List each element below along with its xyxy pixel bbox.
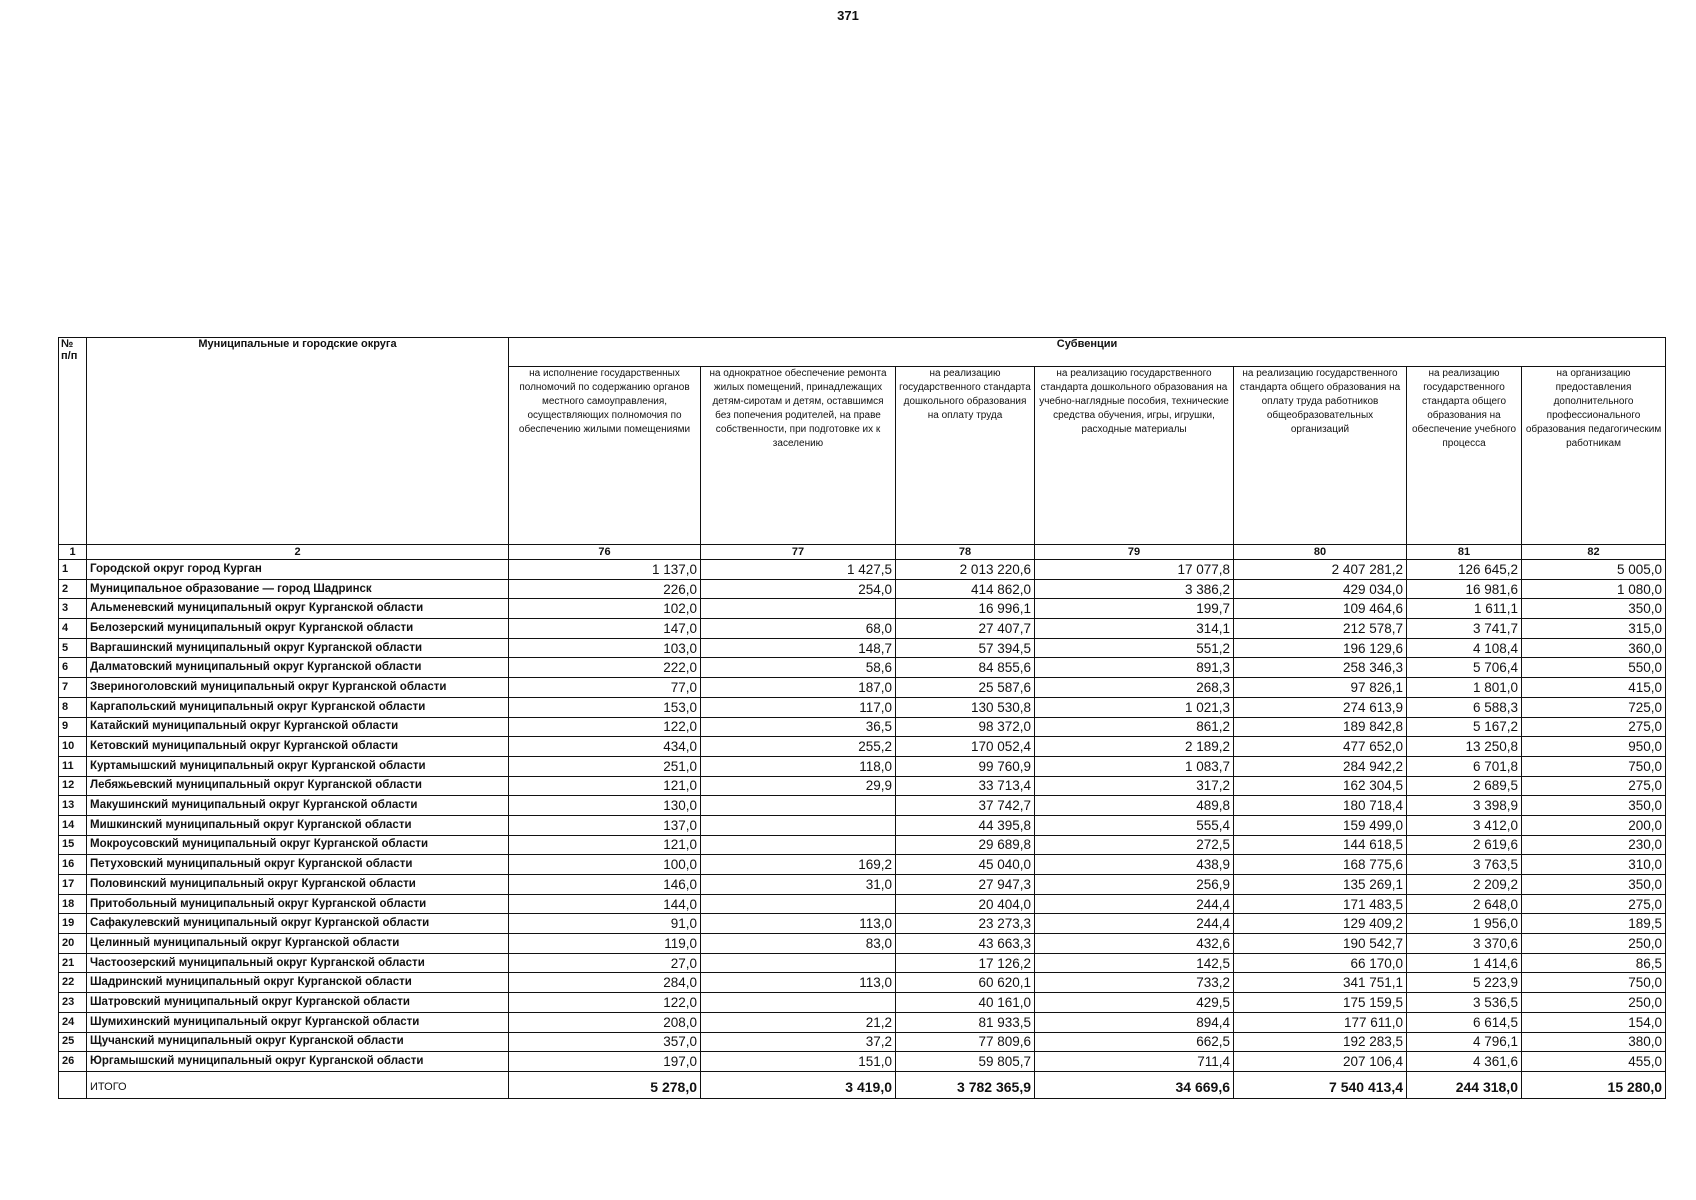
value-cell-82: 5 005,0 <box>1522 560 1666 580</box>
row-number: 16 <box>59 855 87 875</box>
value-cell-76: 434,0 <box>509 737 701 757</box>
value-cell-76: 357,0 <box>509 1032 701 1052</box>
value-cell-78: 40 161,0 <box>896 993 1035 1013</box>
district-name: Белозерский муниципальный округ Курганской области <box>87 619 509 639</box>
row-number: 17 <box>59 875 87 895</box>
value-cell-80: 159 499,0 <box>1234 815 1407 835</box>
value-cell-82: 725,0 <box>1522 697 1666 717</box>
value-cell-82: 315,0 <box>1522 619 1666 639</box>
value-cell-80: 192 283,5 <box>1234 1032 1407 1052</box>
row-number: 12 <box>59 776 87 796</box>
value-cell-77 <box>701 894 896 914</box>
row-number: 8 <box>59 697 87 717</box>
value-cell-79: 894,4 <box>1035 1012 1234 1032</box>
value-cell-81: 1 414,6 <box>1407 953 1522 973</box>
row-number: 1 <box>59 560 87 580</box>
value-cell-76: 153,0 <box>509 697 701 717</box>
value-cell-79: 432,6 <box>1035 934 1234 954</box>
district-name: Частоозерский муниципальный округ Курганской области <box>87 953 509 973</box>
table-row <box>59 973 1666 993</box>
table-row <box>59 914 1666 934</box>
total-value-81: 244 318,0 <box>1407 1071 1522 1098</box>
value-cell-76: 121,0 <box>509 835 701 855</box>
table-row <box>59 619 1666 639</box>
row-number: 4 <box>59 619 87 639</box>
value-cell-76: 77,0 <box>509 678 701 698</box>
value-cell-80: 189 842,8 <box>1234 717 1407 737</box>
column-header-82: на организацию предоставления дополнительного профессионального образования педагогическим работникам <box>1522 367 1666 545</box>
value-cell-78: 130 530,8 <box>896 697 1035 717</box>
value-cell-80: 341 751,1 <box>1234 973 1407 993</box>
column-header-78: на реализацию государственного стандарта дошкольного образования на оплату труда <box>896 367 1035 545</box>
value-cell-81: 3 370,6 <box>1407 934 1522 954</box>
district-name: Шумихинский муниципальный округ Курганской области <box>87 1012 509 1032</box>
row-number: 23 <box>59 993 87 1013</box>
column-number: 79 <box>1035 545 1234 560</box>
column-header-81: на реализацию государственного стандарта общего образования на обеспечение учебного процесса <box>1407 367 1522 545</box>
table-row <box>59 1012 1666 1032</box>
district-name: Городской округ город Курган <box>87 560 509 580</box>
column-number: 2 <box>87 545 509 560</box>
value-cell-77 <box>701 953 896 973</box>
column-number: 76 <box>509 545 701 560</box>
value-cell-77: 113,0 <box>701 973 896 993</box>
value-cell-78: 59 805,7 <box>896 1052 1035 1072</box>
column-number-row <box>59 545 1666 560</box>
value-cell-80: 135 269,1 <box>1234 875 1407 895</box>
value-cell-76: 137,0 <box>509 815 701 835</box>
district-name: Шатровский муниципальный округ Курганской области <box>87 993 509 1013</box>
value-cell-81: 5 223,9 <box>1407 973 1522 993</box>
total-value-78: 3 782 365,9 <box>896 1071 1035 1098</box>
value-cell-76: 144,0 <box>509 894 701 914</box>
value-cell-78: 2 013 220,6 <box>896 560 1035 580</box>
value-cell-80: 129 409,2 <box>1234 914 1407 934</box>
value-cell-80: 109 464,6 <box>1234 599 1407 619</box>
value-cell-76: 91,0 <box>509 914 701 934</box>
value-cell-77 <box>701 599 896 619</box>
value-cell-81: 1 801,0 <box>1407 678 1522 698</box>
value-cell-81: 1 611,1 <box>1407 599 1522 619</box>
value-cell-78: 43 663,3 <box>896 934 1035 954</box>
value-cell-80: 177 611,0 <box>1234 1012 1407 1032</box>
value-cell-82: 750,0 <box>1522 756 1666 776</box>
value-cell-80: 97 826,1 <box>1234 678 1407 698</box>
value-cell-79: 268,3 <box>1035 678 1234 698</box>
table-row <box>59 796 1666 816</box>
value-cell-78: 44 395,8 <box>896 815 1035 835</box>
value-cell-78: 25 587,6 <box>896 678 1035 698</box>
value-cell-76: 147,0 <box>509 619 701 639</box>
value-cell-79: 199,7 <box>1035 599 1234 619</box>
value-cell-81: 3 398,9 <box>1407 796 1522 816</box>
value-cell-79: 891,3 <box>1035 658 1234 678</box>
value-cell-81: 6 614,5 <box>1407 1012 1522 1032</box>
value-cell-79: 861,2 <box>1035 717 1234 737</box>
value-cell-81: 5 706,4 <box>1407 658 1522 678</box>
value-cell-76: 122,0 <box>509 717 701 737</box>
value-cell-81: 4 796,1 <box>1407 1032 1522 1052</box>
row-number: 11 <box>59 756 87 776</box>
value-cell-80: 258 346,3 <box>1234 658 1407 678</box>
total-label: ИТОГО <box>87 1071 509 1098</box>
total-value-80: 7 540 413,4 <box>1234 1071 1407 1098</box>
value-cell-77: 36,5 <box>701 717 896 737</box>
value-cell-78: 99 760,9 <box>896 756 1035 776</box>
row-number: 7 <box>59 678 87 698</box>
value-cell-76: 284,0 <box>509 973 701 993</box>
table-row <box>59 855 1666 875</box>
value-cell-77: 21,2 <box>701 1012 896 1032</box>
table-row <box>59 776 1666 796</box>
value-cell-81: 13 250,8 <box>1407 737 1522 757</box>
district-column-header: Муниципальные и городские округа <box>87 338 509 545</box>
value-cell-77: 169,2 <box>701 855 896 875</box>
value-cell-80: 171 483,5 <box>1234 894 1407 914</box>
district-name: Петуховский муниципальный округ Курганской области <box>87 855 509 875</box>
value-cell-77: 151,0 <box>701 1052 896 1072</box>
table-row <box>59 579 1666 599</box>
value-cell-81: 2 619,6 <box>1407 835 1522 855</box>
value-cell-78: 60 620,1 <box>896 973 1035 993</box>
value-cell-82: 154,0 <box>1522 1012 1666 1032</box>
value-cell-81: 6 588,3 <box>1407 697 1522 717</box>
district-name: Сафакулевский муниципальный округ Курганской области <box>87 914 509 934</box>
value-cell-77: 37,2 <box>701 1032 896 1052</box>
value-cell-82: 200,0 <box>1522 815 1666 835</box>
value-cell-76: 130,0 <box>509 796 701 816</box>
value-cell-82: 310,0 <box>1522 855 1666 875</box>
value-cell-80: 180 718,4 <box>1234 796 1407 816</box>
table-row <box>59 697 1666 717</box>
value-cell-82: 750,0 <box>1522 973 1666 993</box>
value-cell-82: 1 080,0 <box>1522 579 1666 599</box>
value-cell-81: 1 956,0 <box>1407 914 1522 934</box>
value-cell-78: 16 996,1 <box>896 599 1035 619</box>
value-cell-81: 126 645,2 <box>1407 560 1522 580</box>
row-number: 22 <box>59 973 87 993</box>
total-value-79: 34 669,6 <box>1035 1071 1234 1098</box>
value-cell-79: 733,2 <box>1035 973 1234 993</box>
table-row <box>59 599 1666 619</box>
value-cell-77: 68,0 <box>701 619 896 639</box>
value-cell-78: 98 372,0 <box>896 717 1035 737</box>
value-cell-78: 29 689,8 <box>896 835 1035 855</box>
value-cell-77: 83,0 <box>701 934 896 954</box>
value-cell-78: 27 407,7 <box>896 619 1035 639</box>
value-cell-81: 6 701,8 <box>1407 756 1522 776</box>
value-cell-77 <box>701 993 896 1013</box>
column-number: 82 <box>1522 545 1666 560</box>
column-number: 78 <box>896 545 1035 560</box>
value-cell-82: 380,0 <box>1522 1032 1666 1052</box>
district-name: Половинский муниципальный округ Курганской области <box>87 875 509 895</box>
value-cell-80: 168 775,6 <box>1234 855 1407 875</box>
district-name: Юргамышский муниципальный округ Курганской области <box>87 1052 509 1072</box>
table-row <box>59 875 1666 895</box>
table-row <box>59 894 1666 914</box>
value-cell-78: 414 862,0 <box>896 579 1035 599</box>
value-cell-80: 2 407 281,2 <box>1234 560 1407 580</box>
table-row <box>59 835 1666 855</box>
value-cell-82: 350,0 <box>1522 796 1666 816</box>
value-cell-77: 29,9 <box>701 776 896 796</box>
column-number: 1 <box>59 545 87 560</box>
value-cell-78: 27 947,3 <box>896 875 1035 895</box>
district-name: Мокроусовский муниципальный округ Курганской области <box>87 835 509 855</box>
value-cell-79: 1 083,7 <box>1035 756 1234 776</box>
value-cell-80: 477 652,0 <box>1234 737 1407 757</box>
total-value-76: 5 278,0 <box>509 1071 701 1098</box>
value-cell-80: 196 129,6 <box>1234 638 1407 658</box>
value-cell-76: 251,0 <box>509 756 701 776</box>
value-cell-77: 118,0 <box>701 756 896 776</box>
table-row <box>59 638 1666 658</box>
district-name: Щучанский муниципальный округ Курганской области <box>87 1032 509 1052</box>
value-cell-82: 415,0 <box>1522 678 1666 698</box>
value-cell-78: 20 404,0 <box>896 894 1035 914</box>
row-number: 21 <box>59 953 87 973</box>
value-cell-76: 208,0 <box>509 1012 701 1032</box>
column-header-80: на реализацию государственного стандарта общего образования на оплату труда работников общеобразовательных организаций <box>1234 367 1407 545</box>
value-cell-76: 226,0 <box>509 579 701 599</box>
value-cell-76: 222,0 <box>509 658 701 678</box>
column-header-76: на исполнение государственных полномочий по содержанию органов местного самоуправления, осуществляющих полномочия по обеспечению жилыми помещениями <box>509 367 701 545</box>
value-cell-82: 350,0 <box>1522 599 1666 619</box>
table-row <box>59 717 1666 737</box>
value-cell-81: 2 209,2 <box>1407 875 1522 895</box>
value-cell-82: 455,0 <box>1522 1052 1666 1072</box>
value-cell-80: 274 613,9 <box>1234 697 1407 717</box>
value-cell-79: 489,8 <box>1035 796 1234 816</box>
value-cell-76: 102,0 <box>509 599 701 619</box>
value-cell-77: 117,0 <box>701 697 896 717</box>
value-cell-79: 662,5 <box>1035 1032 1234 1052</box>
column-header-77: на однократное обеспечение ремонта жилых помещений, принадлежащих детям-сиротам и детям, оставшимся без попечения родителей, на праве собственности, при подготовке их к заселению <box>701 367 896 545</box>
table-row <box>59 756 1666 776</box>
row-number: 26 <box>59 1052 87 1072</box>
value-cell-81: 3 412,0 <box>1407 815 1522 835</box>
row-number: 15 <box>59 835 87 855</box>
value-cell-82: 250,0 <box>1522 993 1666 1013</box>
table-row <box>59 678 1666 698</box>
table-body <box>59 545 1666 1072</box>
value-cell-76: 122,0 <box>509 993 701 1013</box>
value-cell-79: 429,5 <box>1035 993 1234 1013</box>
value-cell-76: 121,0 <box>509 776 701 796</box>
value-cell-77: 255,2 <box>701 737 896 757</box>
value-cell-81: 3 536,5 <box>1407 993 1522 1013</box>
value-cell-80: 429 034,0 <box>1234 579 1407 599</box>
value-cell-78: 81 933,5 <box>896 1012 1035 1032</box>
row-number: 18 <box>59 894 87 914</box>
total-value-82: 15 280,0 <box>1522 1071 1666 1098</box>
row-number: 25 <box>59 1032 87 1052</box>
column-number: 81 <box>1407 545 1522 560</box>
value-cell-78: 77 809,6 <box>896 1032 1035 1052</box>
value-cell-82: 950,0 <box>1522 737 1666 757</box>
table-row <box>59 953 1666 973</box>
value-cell-77 <box>701 835 896 855</box>
value-cell-82: 275,0 <box>1522 717 1666 737</box>
district-name: Альменевский муниципальный округ Курганской области <box>87 599 509 619</box>
value-cell-82: 250,0 <box>1522 934 1666 954</box>
value-cell-76: 119,0 <box>509 934 701 954</box>
value-cell-80: 175 159,5 <box>1234 993 1407 1013</box>
value-cell-79: 711,4 <box>1035 1052 1234 1072</box>
subventions-group-header: Субвенции <box>509 338 1666 367</box>
value-cell-79: 438,9 <box>1035 855 1234 875</box>
value-cell-78: 170 052,4 <box>896 737 1035 757</box>
value-cell-79: 244,4 <box>1035 914 1234 934</box>
value-cell-82: 189,5 <box>1522 914 1666 934</box>
value-cell-78: 57 394,5 <box>896 638 1035 658</box>
value-cell-81: 4 361,6 <box>1407 1052 1522 1072</box>
value-cell-78: 84 855,6 <box>896 658 1035 678</box>
value-cell-77: 58,6 <box>701 658 896 678</box>
value-cell-77 <box>701 815 896 835</box>
value-cell-79: 317,2 <box>1035 776 1234 796</box>
district-name: Целинный муниципальный округ Курганской области <box>87 934 509 954</box>
value-cell-76: 100,0 <box>509 855 701 875</box>
district-name: Кетовский муниципальный округ Курганской области <box>87 737 509 757</box>
value-cell-79: 272,5 <box>1035 835 1234 855</box>
value-cell-76: 103,0 <box>509 638 701 658</box>
value-cell-82: 230,0 <box>1522 835 1666 855</box>
value-cell-77 <box>701 796 896 816</box>
value-cell-78: 45 040,0 <box>896 855 1035 875</box>
value-cell-76: 1 137,0 <box>509 560 701 580</box>
district-name: Катайский муниципальный округ Курганской области <box>87 717 509 737</box>
table-row <box>59 934 1666 954</box>
value-cell-80: 284 942,2 <box>1234 756 1407 776</box>
value-cell-79: 256,9 <box>1035 875 1234 895</box>
total-number-cell <box>59 1071 87 1098</box>
district-name: Каргапольский муниципальный округ Курганской области <box>87 697 509 717</box>
value-cell-81: 3 741,7 <box>1407 619 1522 639</box>
value-cell-82: 86,5 <box>1522 953 1666 973</box>
row-number: 24 <box>59 1012 87 1032</box>
value-cell-81: 2 689,5 <box>1407 776 1522 796</box>
value-cell-80: 190 542,7 <box>1234 934 1407 954</box>
table-row <box>59 815 1666 835</box>
value-cell-77: 113,0 <box>701 914 896 934</box>
value-cell-79: 2 189,2 <box>1035 737 1234 757</box>
value-cell-80: 66 170,0 <box>1234 953 1407 973</box>
value-cell-78: 23 273,3 <box>896 914 1035 934</box>
value-cell-81: 16 981,6 <box>1407 579 1522 599</box>
value-cell-78: 17 126,2 <box>896 953 1035 973</box>
value-cell-82: 550,0 <box>1522 658 1666 678</box>
district-name: Притобольный муниципальный округ Курганской области <box>87 894 509 914</box>
table-row <box>59 1032 1666 1052</box>
value-cell-78: 37 742,7 <box>896 796 1035 816</box>
table-row <box>59 658 1666 678</box>
value-cell-79: 17 077,8 <box>1035 560 1234 580</box>
row-number: 19 <box>59 914 87 934</box>
total-row <box>59 1071 1666 1098</box>
value-cell-79: 142,5 <box>1035 953 1234 973</box>
column-number: 77 <box>701 545 896 560</box>
value-cell-81: 3 763,5 <box>1407 855 1522 875</box>
column-header-79: на реализацию государственного стандарта дошкольного образования на учебно-наглядные пособия, технические средства обучения, игры, игрушки, расходные материалы <box>1035 367 1234 545</box>
district-name: Варгашинский муниципальный округ Курганской области <box>87 638 509 658</box>
value-cell-79: 555,4 <box>1035 815 1234 835</box>
district-name: Макушинский муниципальный округ Курганской области <box>87 796 509 816</box>
column-number: 80 <box>1234 545 1407 560</box>
value-cell-81: 5 167,2 <box>1407 717 1522 737</box>
value-cell-76: 27,0 <box>509 953 701 973</box>
value-cell-77: 187,0 <box>701 678 896 698</box>
row-number: 20 <box>59 934 87 954</box>
row-number: 10 <box>59 737 87 757</box>
district-name: Муниципальное образование — город Шадринск <box>87 579 509 599</box>
row-number: 6 <box>59 658 87 678</box>
value-cell-80: 144 618,5 <box>1234 835 1407 855</box>
district-name: Лебяжьевский муниципальный округ Курганской области <box>87 776 509 796</box>
value-cell-80: 207 106,4 <box>1234 1052 1407 1072</box>
district-name: Мишкинский муниципальный округ Курганской области <box>87 815 509 835</box>
row-number: 14 <box>59 815 87 835</box>
district-name: Звериноголовский муниципальный округ Курганской области <box>87 678 509 698</box>
value-cell-82: 350,0 <box>1522 875 1666 895</box>
row-number: 3 <box>59 599 87 619</box>
table-row <box>59 1052 1666 1072</box>
value-cell-82: 360,0 <box>1522 638 1666 658</box>
value-cell-81: 2 648,0 <box>1407 894 1522 914</box>
value-cell-79: 1 021,3 <box>1035 697 1234 717</box>
table-row <box>59 993 1666 1013</box>
value-cell-80: 162 304,5 <box>1234 776 1407 796</box>
value-cell-76: 197,0 <box>509 1052 701 1072</box>
table-row <box>59 560 1666 580</box>
number-column-header: № п/п <box>59 338 87 545</box>
value-cell-78: 33 713,4 <box>896 776 1035 796</box>
value-cell-76: 146,0 <box>509 875 701 895</box>
value-cell-79: 314,1 <box>1035 619 1234 639</box>
subventions-table <box>58 337 1666 1099</box>
value-cell-77: 148,7 <box>701 638 896 658</box>
value-cell-79: 244,4 <box>1035 894 1234 914</box>
district-name: Куртамышский муниципальный округ Курганской области <box>87 756 509 776</box>
value-cell-77: 1 427,5 <box>701 560 896 580</box>
row-number: 9 <box>59 717 87 737</box>
district-name: Далматовский муниципальный округ Курганской области <box>87 658 509 678</box>
value-cell-77: 254,0 <box>701 579 896 599</box>
row-number: 5 <box>59 638 87 658</box>
value-cell-79: 551,2 <box>1035 638 1234 658</box>
value-cell-82: 275,0 <box>1522 776 1666 796</box>
value-cell-80: 212 578,7 <box>1234 619 1407 639</box>
row-number: 2 <box>59 579 87 599</box>
table-row <box>59 737 1666 757</box>
value-cell-81: 4 108,4 <box>1407 638 1522 658</box>
value-cell-77: 31,0 <box>701 875 896 895</box>
page-number: 371 <box>837 8 859 23</box>
total-value-77: 3 419,0 <box>701 1071 896 1098</box>
value-cell-79: 3 386,2 <box>1035 579 1234 599</box>
value-cell-82: 275,0 <box>1522 894 1666 914</box>
row-number: 13 <box>59 796 87 816</box>
district-name: Шадринский муниципальный округ Курганской области <box>87 973 509 993</box>
